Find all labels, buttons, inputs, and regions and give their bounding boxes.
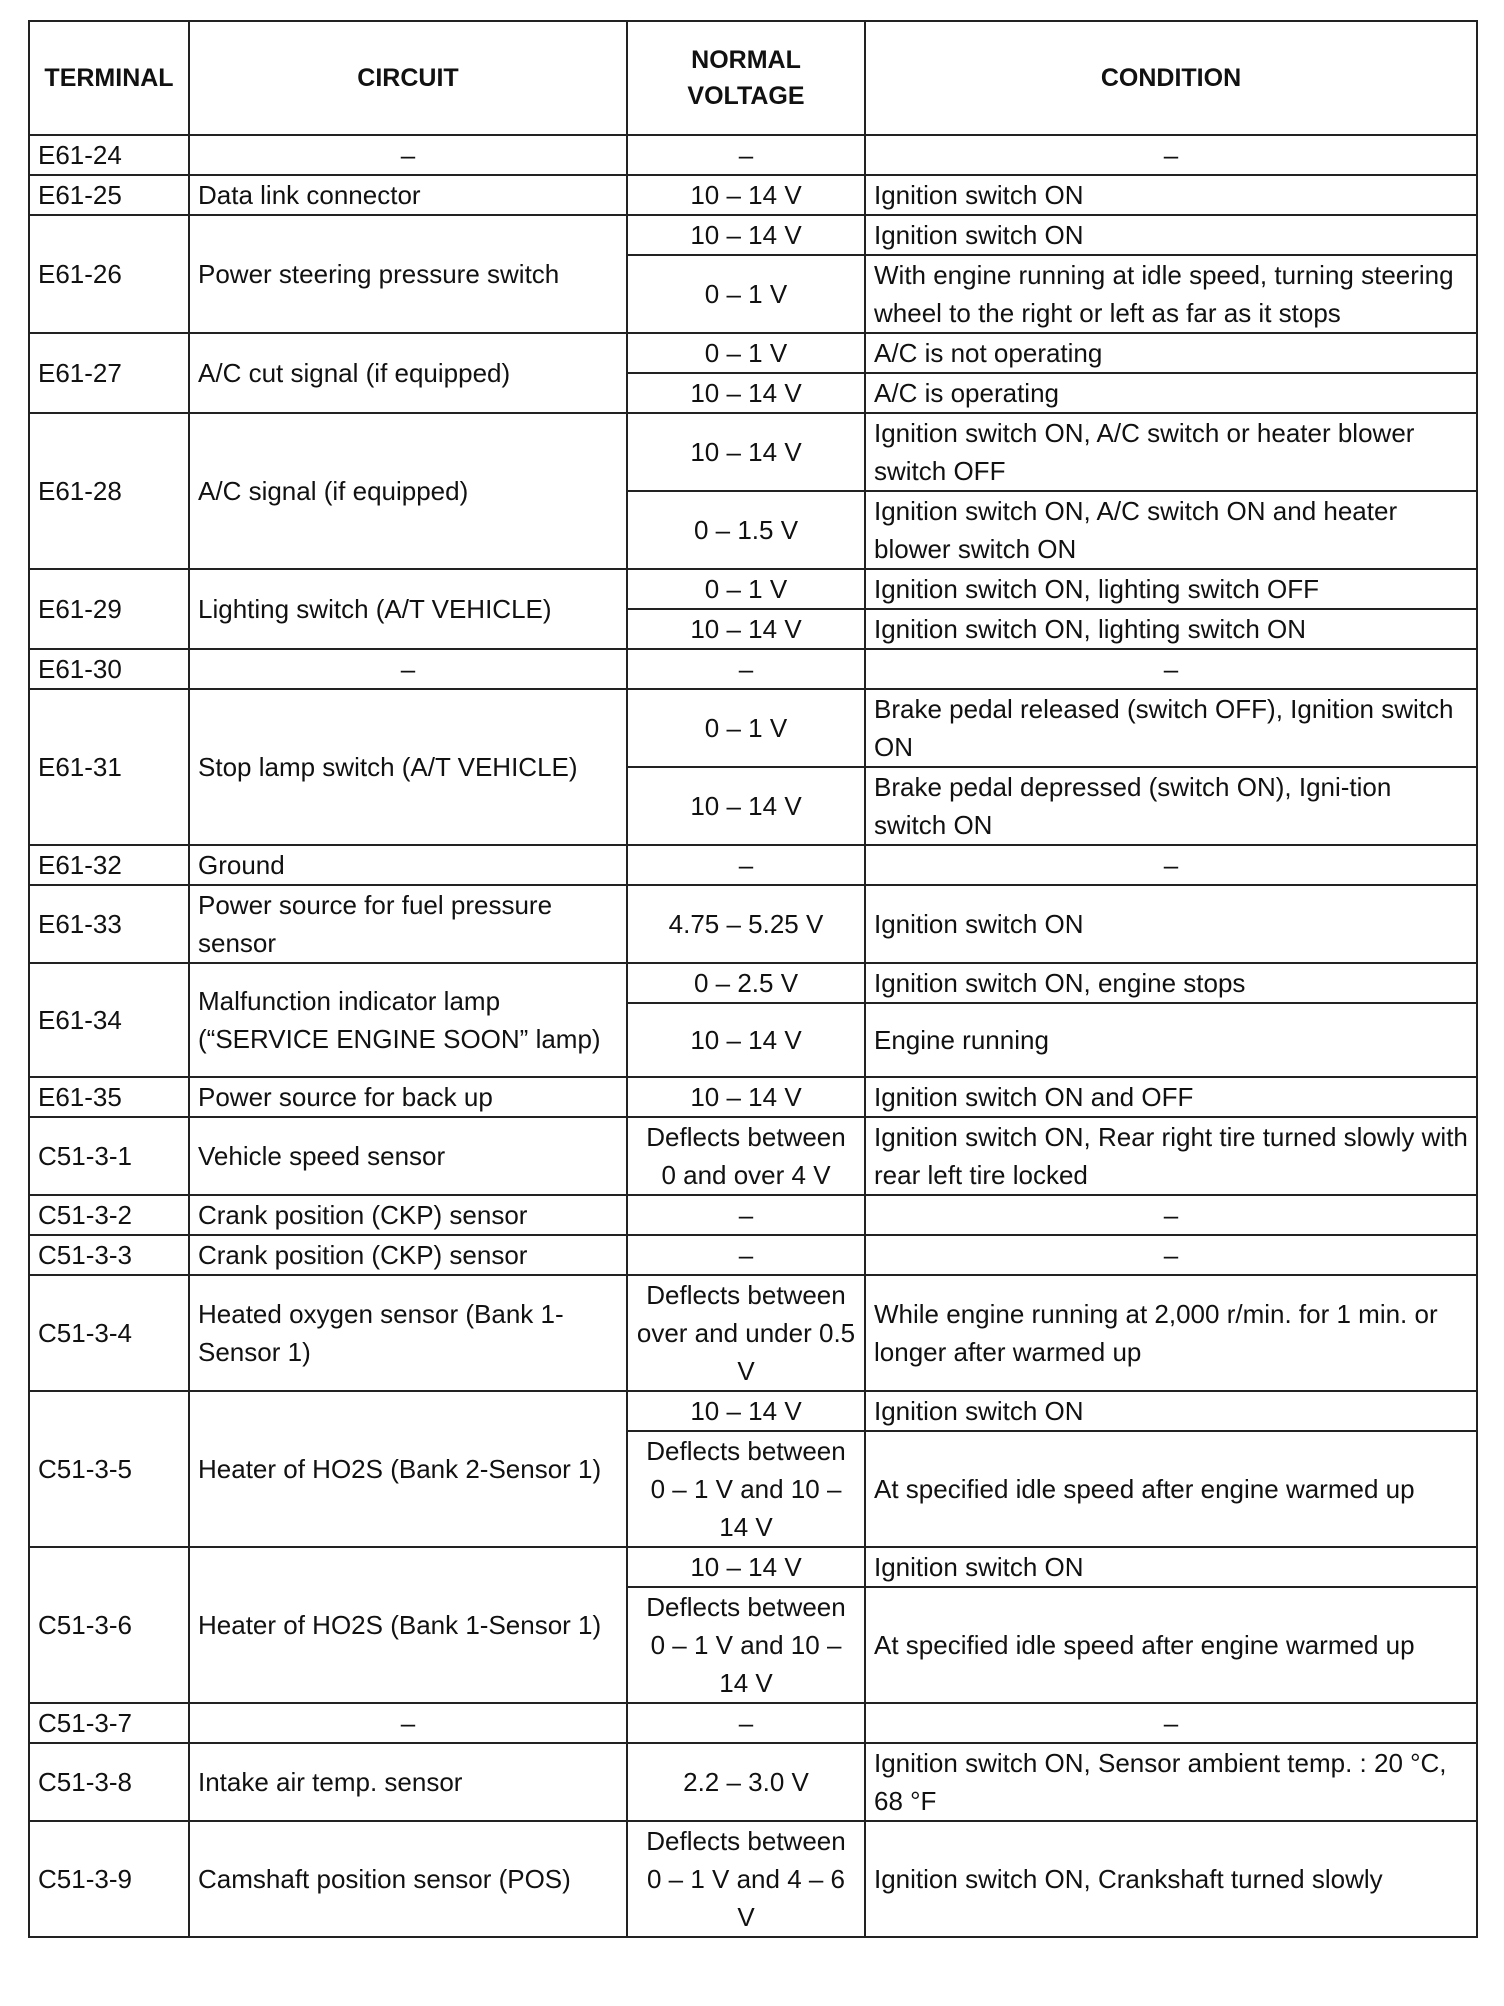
- circuit-cell: Heated oxygen sensor (Bank 1-Sensor 1): [189, 1275, 627, 1391]
- voltage-cell: 0 – 1.5 V: [627, 491, 865, 569]
- table-row: [29, 1703, 1477, 1743]
- condition-cell: Ignition switch ON: [865, 215, 1477, 255]
- circuit-cell: Power steering pressure switch: [189, 215, 627, 333]
- condition-cell: Ignition switch ON, Rear right tire turned slowly with rear left tire locked: [865, 1117, 1477, 1195]
- terminal-cell: E61-27: [29, 333, 189, 413]
- table-row: [29, 649, 1477, 689]
- terminal-cell: E61-28: [29, 413, 189, 569]
- table-row: [29, 135, 1477, 175]
- circuit-cell: –: [189, 1703, 627, 1743]
- voltage-cell: 10 – 14 V: [627, 413, 865, 491]
- header-row: [29, 21, 1477, 135]
- voltage-cell: 0 – 1 V: [627, 689, 865, 767]
- condition-cell: A/C is operating: [865, 373, 1477, 413]
- circuit-cell: –: [189, 135, 627, 175]
- circuit-cell: Power source for fuel pressure sensor: [189, 885, 627, 963]
- condition-cell: While engine running at 2,000 r/min. for 1 min. or longer after warmed up: [865, 1275, 1477, 1391]
- condition-cell: Ignition switch ON: [865, 175, 1477, 215]
- terminal-voltage-table-container: [28, 20, 1476, 1938]
- voltage-cell: 0 – 1 V: [627, 255, 865, 333]
- terminal-cell: C51-3-7: [29, 1703, 189, 1743]
- circuit-cell: Lighting switch (A/T VEHICLE): [189, 569, 627, 649]
- voltage-cell: 10 – 14 V: [627, 175, 865, 215]
- terminal-cell: E61-29: [29, 569, 189, 649]
- header-voltage-line1: NORMAL: [691, 46, 801, 74]
- header-terminal: TERMINAL: [29, 21, 189, 135]
- condition-cell: –: [865, 845, 1477, 885]
- table-row: [29, 1275, 1477, 1391]
- condition-cell: Brake pedal depressed (switch ON), Igni-tion switch ON: [865, 767, 1477, 845]
- terminal-cell: E61-35: [29, 1077, 189, 1117]
- terminal-cell: E61-25: [29, 175, 189, 215]
- table-row: [29, 1821, 1477, 1937]
- voltage-cell: Deflects between 0 – 1 V and 4 – 6 V: [627, 1821, 865, 1937]
- voltage-cell: –: [627, 1235, 865, 1275]
- voltage-cell: –: [627, 1703, 865, 1743]
- condition-cell: Ignition switch ON and OFF: [865, 1077, 1477, 1117]
- condition-cell: –: [865, 1703, 1477, 1743]
- voltage-cell: 10 – 14 V: [627, 1547, 865, 1587]
- condition-cell: A/C is not operating: [865, 333, 1477, 373]
- condition-cell: –: [865, 649, 1477, 689]
- circuit-cell: Crank position (CKP) sensor: [189, 1195, 627, 1235]
- table-row: [29, 1235, 1477, 1275]
- table-row: [29, 963, 1477, 1003]
- terminal-cell: E61-26: [29, 215, 189, 333]
- terminal-cell: E61-31: [29, 689, 189, 845]
- voltage-cell: 10 – 14 V: [627, 1391, 865, 1431]
- condition-cell: Ignition switch ON, A/C switch or heater blower switch OFF: [865, 413, 1477, 491]
- terminal-voltage-table: [28, 20, 1478, 1938]
- condition-cell: Engine running: [865, 1003, 1477, 1077]
- voltage-cell: –: [627, 649, 865, 689]
- voltage-cell: 10 – 14 V: [627, 1003, 865, 1077]
- circuit-cell: Malfunction indicator lamp (“SERVICE ENGINE SOON” lamp): [189, 963, 627, 1077]
- voltage-cell: 10 – 14 V: [627, 767, 865, 845]
- terminal-cell: C51-3-8: [29, 1743, 189, 1821]
- condition-cell: Ignition switch ON, A/C switch ON and heater blower switch ON: [865, 491, 1477, 569]
- circuit-cell: A/C cut signal (if equipped): [189, 333, 627, 413]
- circuit-cell: A/C signal (if equipped): [189, 413, 627, 569]
- condition-cell: Ignition switch ON, engine stops: [865, 963, 1477, 1003]
- voltage-cell: 0 – 1 V: [627, 569, 865, 609]
- voltage-cell: Deflects between 0 – 1 V and 10 – 14 V: [627, 1587, 865, 1703]
- condition-cell: –: [865, 1235, 1477, 1275]
- condition-cell: Ignition switch ON, lighting switch OFF: [865, 569, 1477, 609]
- condition-cell: Ignition switch ON, Sensor ambient temp. : 20 °C, 68 °F: [865, 1743, 1477, 1821]
- circuit-cell: Vehicle speed sensor: [189, 1117, 627, 1195]
- condition-cell: –: [865, 135, 1477, 175]
- terminal-cell: C51-3-9: [29, 1821, 189, 1937]
- condition-cell: At specified idle speed after engine warmed up: [865, 1431, 1477, 1547]
- voltage-cell: –: [627, 1195, 865, 1235]
- header-circuit: CIRCUIT: [189, 21, 627, 135]
- condition-cell: Ignition switch ON, Crankshaft turned slowly: [865, 1821, 1477, 1937]
- terminal-cell: C51-3-4: [29, 1275, 189, 1391]
- table-row: [29, 1117, 1477, 1195]
- circuit-cell: Ground: [189, 845, 627, 885]
- condition-cell: Ignition switch ON: [865, 1547, 1477, 1587]
- voltage-cell: 10 – 14 V: [627, 215, 865, 255]
- voltage-cell: 10 – 14 V: [627, 373, 865, 413]
- voltage-cell: 0 – 2.5 V: [627, 963, 865, 1003]
- table-row: [29, 175, 1477, 215]
- voltage-cell: 10 – 14 V: [627, 1077, 865, 1117]
- circuit-cell: Power source for back up: [189, 1077, 627, 1117]
- terminal-cell: E61-24: [29, 135, 189, 175]
- table-row: [29, 1547, 1477, 1587]
- terminal-cell: C51-3-1: [29, 1117, 189, 1195]
- terminal-cell: E61-32: [29, 845, 189, 885]
- voltage-cell: 10 – 14 V: [627, 609, 865, 649]
- table-row: [29, 689, 1477, 767]
- circuit-cell: –: [189, 649, 627, 689]
- terminal-cell: E61-30: [29, 649, 189, 689]
- terminal-cell: E61-33: [29, 885, 189, 963]
- header-voltage-line2: VOLTAGE: [687, 82, 805, 110]
- terminal-cell: C51-3-3: [29, 1235, 189, 1275]
- table-row: [29, 569, 1477, 609]
- terminal-cell: C51-3-2: [29, 1195, 189, 1235]
- table-row: [29, 845, 1477, 885]
- table-row: [29, 333, 1477, 373]
- table-row: [29, 413, 1477, 491]
- voltage-cell: –: [627, 135, 865, 175]
- condition-cell: Ignition switch ON: [865, 1391, 1477, 1431]
- condition-cell: –: [865, 1195, 1477, 1235]
- circuit-cell: Heater of HO2S (Bank 2-Sensor 1): [189, 1391, 627, 1547]
- terminal-cell: C51-3-6: [29, 1547, 189, 1703]
- voltage-cell: –: [627, 845, 865, 885]
- terminal-cell: C51-3-5: [29, 1391, 189, 1547]
- voltage-cell: 2.2 – 3.0 V: [627, 1743, 865, 1821]
- table-row: [29, 1391, 1477, 1431]
- circuit-cell: Heater of HO2S (Bank 1-Sensor 1): [189, 1547, 627, 1703]
- circuit-cell: Data link connector: [189, 175, 627, 215]
- table-row: [29, 1077, 1477, 1117]
- circuit-cell: Crank position (CKP) sensor: [189, 1235, 627, 1275]
- circuit-cell: Stop lamp switch (A/T VEHICLE): [189, 689, 627, 845]
- circuit-cell: Intake air temp. sensor: [189, 1743, 627, 1821]
- table-row: [29, 1743, 1477, 1821]
- table-row: [29, 885, 1477, 963]
- condition-cell: Ignition switch ON, lighting switch ON: [865, 609, 1477, 649]
- condition-cell: At specified idle speed after engine warmed up: [865, 1587, 1477, 1703]
- voltage-cell: 4.75 – 5.25 V: [627, 885, 865, 963]
- circuit-cell: Camshaft position sensor (POS): [189, 1821, 627, 1937]
- terminal-cell: E61-34: [29, 963, 189, 1077]
- voltage-cell: Deflects between over and under 0.5 V: [627, 1275, 865, 1391]
- table-row: [29, 215, 1477, 255]
- voltage-cell: 0 – 1 V: [627, 333, 865, 373]
- condition-cell: Ignition switch ON: [865, 885, 1477, 963]
- condition-cell: Brake pedal released (switch OFF), Ignition switch ON: [865, 689, 1477, 767]
- header-normal-voltage: [627, 21, 865, 135]
- voltage-cell: Deflects between 0 – 1 V and 10 – 14 V: [627, 1431, 865, 1547]
- condition-cell: With engine running at idle speed, turning steering wheel to the right or left as far as it stops: [865, 255, 1477, 333]
- header-condition: CONDITION: [865, 21, 1477, 135]
- voltage-cell: Deflects between 0 and over 4 V: [627, 1117, 865, 1195]
- table-row: [29, 1195, 1477, 1235]
